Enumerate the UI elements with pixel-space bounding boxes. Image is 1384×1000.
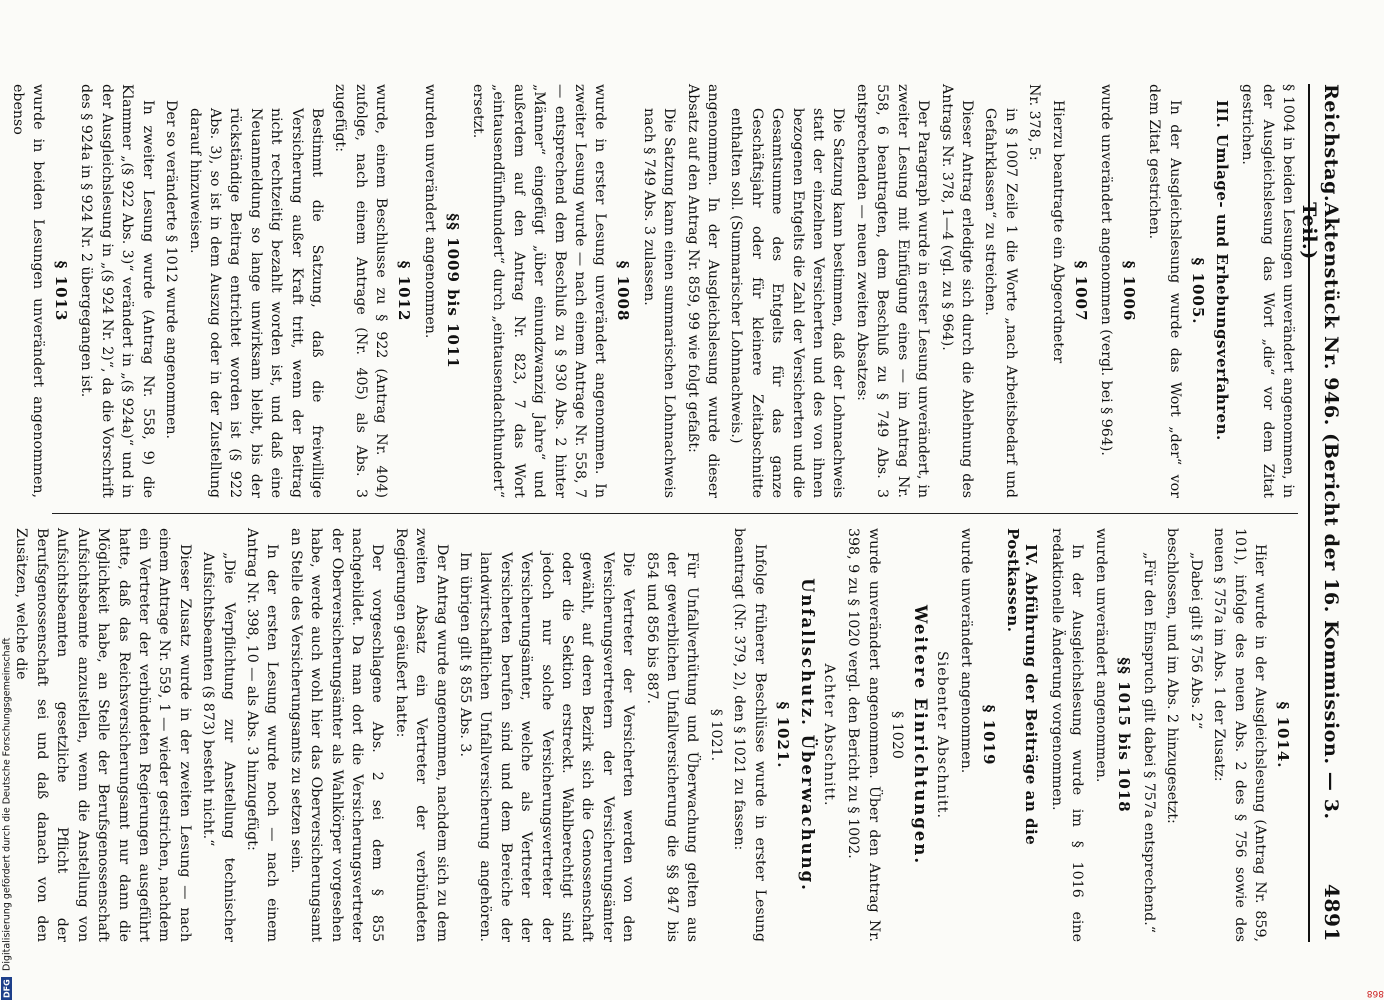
left-paragraph: Hierzu beantragte ein Abgeordneter (1049, 100, 1066, 364)
header-center: Aktenstück Nr. 946. (Bericht der 16. Kommission. — 3. Teil.) (1298, 202, 1342, 820)
header-left: Reichstag. (1320, 84, 1342, 203)
left-paragraph: wurde unverändert angenommen (vergl. bei § 964). (1097, 84, 1114, 456)
right-paragraph: Dieser Zusatz wurde in der zweiten Lesung — nach einem Antrage Nr. 559, 1 — wieder gestrichen, nachdem ein Vertreter der verbündeten Regierungen ausgeführt hatte, daß das Reichsversicherungsamt nur dann die Möglichkeit habe, an Stelle der Berufsgenossenschaft Aufsichtsbeamte anzustellen, wenn die Anstellung von Aufsichtsbeamten gesetzliche Pflicht der Berufsgenossenschaft sei und daß danach von den Zusätzen, welche die (13, 528, 193, 942)
digitization-credit (0, 0, 14, 1000)
left-paragraph: wurde, einem Beschlusse zu § 922 (Antrag Nr. 404) zufolge, nach einem Antrage (Nr. 405) als Abs. 3 zugefügt: (332, 84, 390, 498)
left-paragraph: Nr. 378, 5: (1026, 84, 1043, 161)
right-heading: IV. Abführung der Beiträge an die Postkassen. (1004, 528, 1041, 846)
right-paragraph: „Dabei gilt § 756 Abs. 2“ (1187, 552, 1204, 730)
right-paragraph: Hier wurde in der Ausgleichslesung (Antrag Nr. 859, 101), infolge des neuen Abs. 2 des § 756 sowie des neuen § 757a im Abs. 1 der Zusatz: (1211, 528, 1268, 942)
left-paragraph: In der Ausgleichslesung wurde das Wort „der“ vor dem Zitat gestrichen. (1146, 84, 1183, 498)
right-paragraph: wurden unverändert angenommen. (1092, 528, 1109, 783)
margin-note-top-right: 868 (1366, 988, 1384, 998)
right-paragraph: wurde unverändert angenommen. Über den Antrag Nr. 398, 9 zu § 1020 vergl. den Bericht zu § 1002. (845, 528, 882, 942)
page-number: 4891 (1320, 883, 1344, 942)
left-column (9, 84, 1298, 498)
right-column (13, 528, 1298, 942)
right-paragraph: Die Vertreter der Versicherten werden von den Versicherungsvertretern der Versicherungsämter gewählt, auf deren Bezirk sich die Genossenschaft oder die Sektion erstreckt. Wahlberechtigt sind jedoch nur solche Versicherungsvertreter der Versicherungsämter, welche als Vertreter der Versicherten berufen sind und dem Bereiche der landwirtschaftlichen Unfallversicherung angehören. Im übrigen gilt § 855 Abs. 3. (457, 552, 637, 942)
right-heading: § 1021. (773, 701, 792, 769)
right-paragraph: beschlossen, und im Abs. 2 hinzugesetzt: (1164, 528, 1181, 824)
left-heading: § 1006 (1119, 260, 1138, 322)
left-paragraph: wurde in beiden Lesungen unverändert angenommen, ebenso (9, 84, 47, 498)
left-paragraph: Bestimmt die Satzung, daß die freiwillige Versicherung außer Kraft tritt, wenn der Beitrag nicht rechtzeitig bezahlt worden ist, und daß eine Neuanmeldung so lange unwirksam bleibt, bis der rückständige Beitrag entrichtet worden ist (§ 922 Abs. 3), so ist in dem Auszug oder in der Zustellung darauf hinzuweisen. (186, 108, 325, 498)
right-paragraph: „Für den Einspruch gilt dabei § 757a entsprechend.“ (1140, 552, 1157, 933)
left-heading: § 1012 (395, 260, 414, 322)
right-paragraph: Der vorgeschlagene Abs. 2 sei dem § 855 nachgebildet. Da man dort die Versicherungsvertreter der Oberversicherungsämter als Wahlkörper vorgesehen habe, werde auch wohl hier das Oberversicherungsamt an Stelle des Versicherungsamts zu setzen sein. (287, 528, 386, 942)
right-heading: Achter Abschnitt. (820, 663, 837, 807)
left-paragraph: in § 1007 Zeile 1 die Worte „nach Arbeitsbedarf und Gefahrklassen“ zu streichen. (982, 108, 1019, 498)
right-heading: Unfallschutz. Überwachung. (797, 578, 817, 892)
right-paragraph: In der Ausgleichslesung wurde im § 1016 eine redaktionelle Änderung vorgenommen. (1048, 528, 1086, 942)
left-paragraph: § 1004 in beiden Lesungen unverändert angenommen, in der Ausgleichslesung das Wort „die“ vor dem Zitat gestrichen. (1239, 84, 1296, 498)
right-heading: §§ 1015 bis 1018 (1114, 657, 1133, 813)
left-paragraph: Der so veränderte § 1012 wurde angenommen. (163, 100, 180, 440)
right-paragraph: § 1020 (888, 711, 905, 759)
left-heading: § 1008 (614, 260, 633, 322)
left-heading: § 1013 (52, 260, 71, 322)
left-paragraph: Der Paragraph wurde in erster Lesung unverändert, in zweiter Lesung mit Einfügung eines — im Antrag Nr. 558, 6 beantragten, dem Beschluß zu § 749 Abs. 3 entsprechenden — neuen zweiten Absatzes: (853, 84, 932, 498)
right-heading: Weitere Einrichtungen. (910, 604, 930, 866)
dfg-logo: DFG (2, 979, 12, 998)
right-paragraph: „Die Verpflichtung zur Anstellung technischer Aufsichtsbeamten (§ 873) besteht nicht.“ (200, 552, 237, 942)
left-paragraph: angenommen. In der Ausgleichslesung wurde dieser Absatz auf den Antrag Nr. 859, 99 wie folgt gefaßt: (684, 84, 722, 498)
left-heading: §§ 1009 bis 1011 (443, 213, 462, 369)
left-heading: § 1007 (1071, 260, 1090, 322)
left-paragraph: Die Satzung kann bestimmen, daß der Lohnnachweis statt der einzelnen Versicherten und des von ihnen bezogenen Entgelts die Zahl der Versicherten und die Gesamtsumme des Entgelts für das ganze Geschäftsjahr oder für kleinere Zeitabschnitte enthalten soll. (Summarischer Lohnnachweis.) (728, 108, 847, 498)
right-paragraph: In der ersten Lesung wurde noch — nach einem Antrag Nr. 398, 10 — als Abs. 3 hinzugefügt: (243, 528, 281, 942)
left-heading: III. Umlage- und Erhebungsverfahren. (1212, 100, 1231, 441)
right-paragraph: § 1021. (707, 708, 724, 762)
page-header (1298, 84, 1344, 942)
right-heading: § 1014. (1274, 701, 1292, 769)
left-heading: § 1005. (1188, 257, 1207, 325)
right-paragraph: Der Antrag wurde angenommen, nachdem sich zu dem zweiten Absatz ein Vertreter der verbündeten Regierungen geäußert hatte: (392, 528, 450, 942)
right-paragraph: Für Unfallverhütung und Überwachung gelten aus der gewerblichen Unfallversicherung die §§ 847 bis 854 und 856 bis 887. (643, 552, 701, 942)
right-paragraph: wurde unverändert angenommen. (958, 528, 975, 774)
left-paragraph: wurden unverändert angenommen. (421, 84, 438, 339)
text-columns (9, 84, 1298, 942)
left-paragraph: Dieser Antrag erledigte sich durch die Ablehnung des Antrags Nr. 378, 1—4 (vgl. zu § 964). (938, 84, 975, 498)
left-paragraph: wurde in erster Lesung unverändert angenommen. In zweiter Lesung wurde — nach einem Antrage Nr. 558, 7 — entsprechend dem Beschluß zu § 930 Abs. 2 hinter „Männer“ eingefügt „über einundzwanzig Jahre“ und außerdem auf den Antrag Nr. 823, 7 das Wort „eintausendfünfhundert“ durch „eintausendachthundert“ ersetzt. (470, 84, 609, 498)
right-paragraph: Infolge früherer Beschlüsse wurde in erster Lesung beantragt (Nr. 379, 2), den § 1021 zu fassen: (731, 528, 768, 942)
right-heading: Siebenter Abschnitt. (933, 651, 950, 819)
left-paragraph: Die Satzung kann einen summarischen Lohnnachweis nach § 749 Abs. 3 zulassen. (640, 108, 678, 498)
left-paragraph: In zweiter Lesung wurde (Antrag Nr. 558, 9) die Klammer „(§ 922 Abs. 3)“ verändert in „(§ 924a)“ und in der Ausgleichslesung in „(§ 924 Nr. 2)“, da die Vorschrift des § 924a in § 924 Nr. 2 übergegangen ist. (78, 84, 156, 498)
digitization-credit-text: Digitalisierung gefördert durch die Deutsche Forschungsgemeinschaft (1, 638, 13, 972)
right-heading: § 1019 (980, 704, 999, 766)
